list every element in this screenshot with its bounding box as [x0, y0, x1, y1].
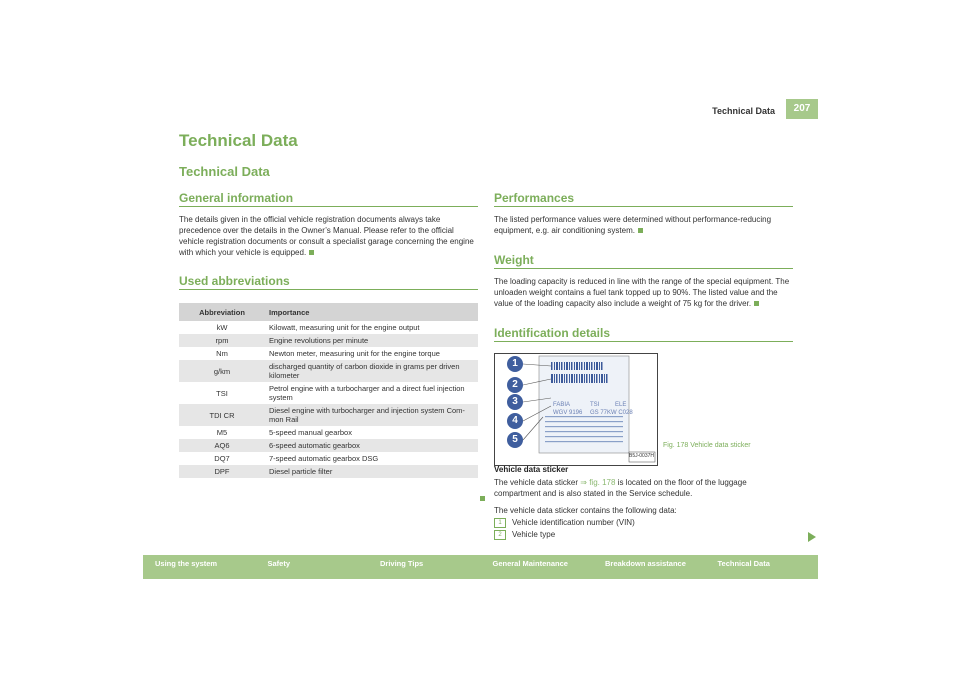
importance-cell: 7-speed automatic gearbox DSG [269, 454, 379, 463]
table-row [179, 404, 478, 426]
column-header-importance: Importance [265, 303, 478, 321]
sticker-model: FABIA [553, 402, 571, 408]
footer-tab[interactable]: Technical Data [717, 559, 770, 568]
list-item [494, 529, 635, 540]
figure-code: B5J-0037H [629, 453, 655, 459]
abbreviation-cell: M5 [216, 428, 228, 437]
footer-navigation [143, 555, 818, 579]
divider [494, 268, 793, 269]
sticker-items-list [494, 517, 635, 541]
divider [494, 206, 793, 207]
importance-cell: Newton meter, measuring unit for the engine torque [269, 349, 440, 358]
sticker-power: GS 77KW C028 [590, 410, 633, 416]
end-marker [480, 496, 485, 501]
sticker-location-text: The vehicle data sticker ⇒ fig. 178 is located on the floor of the luggage compartment and is also stated in the Service schedule. [494, 478, 747, 498]
importance-cell: Engine revolutions per minute [265, 334, 478, 347]
table-row [179, 382, 478, 404]
sticker-contains-text: The vehicle data sticker contains the following data: [494, 506, 677, 515]
performances-text: The listed performance values were determined without performance-reducing equipment, e.g. air conditioning system. [494, 215, 772, 235]
abbreviation-cell: TDI CR [179, 404, 265, 426]
callout-number: 2 [507, 377, 523, 393]
importance-cell: 5-speed manual gearbox [269, 428, 352, 437]
item-number: 2 [494, 530, 506, 540]
sticker-engine: TSI [590, 402, 600, 408]
vehicle-data-sticker-figure [494, 353, 658, 466]
figure-reference-link[interactable]: ⇒ fig. 178 [580, 478, 616, 487]
table-row [179, 321, 478, 334]
divider [179, 289, 478, 290]
page-number: 207 [786, 99, 818, 119]
callout-number: 1 [507, 356, 523, 372]
end-marker [754, 301, 759, 306]
abbreviation-cell: DQ7 [214, 454, 230, 463]
footer-tab[interactable]: Using the system [155, 559, 218, 568]
general-info-text: The details given in the official vehicle registration documents always take precedence over the details in the Owner’s Manual. Please refer to the official vehicle registration documents or consult a specialist garage concerning the engine with which your vehicle is equipped. [179, 215, 474, 257]
abbreviation-cell: Nm [216, 349, 228, 358]
table-row [179, 465, 478, 478]
end-marker [309, 250, 314, 255]
item-number: 1 [494, 518, 506, 528]
table-row [179, 452, 478, 465]
item-text: Vehicle identification number (VIN) [512, 518, 635, 527]
weight-text: The loading capacity is reduced in line with the range of the special equipment. The unloaden weight contains a fuel tank topped up to 90%. The listed value and the value of the loading capacity also include a weight of 75 kg for the driver. [494, 277, 790, 308]
table-row [179, 360, 478, 382]
divider [179, 206, 478, 207]
column-header-abbreviation: Abbreviation [179, 303, 265, 321]
callout-number: 5 [507, 432, 523, 448]
table-row [179, 347, 478, 360]
next-page-arrow-icon[interactable] [808, 532, 816, 542]
footer-tab[interactable]: General Maintenance [492, 559, 568, 568]
table-row [179, 439, 478, 452]
chapter-subtitle: Technical Data [179, 164, 270, 179]
end-marker [638, 228, 643, 233]
abbreviations-heading: Used abbreviations [179, 274, 290, 288]
identification-heading: Identification details [494, 326, 611, 340]
importance-cell: Petrol engine with a turbocharger and a direct fuel injection system [269, 384, 465, 402]
item-text: Vehicle type [512, 530, 556, 539]
importance-cell: Diesel particle filter [265, 465, 478, 478]
abbreviation-cell: AQ6 [179, 439, 265, 452]
importance-cell: discharged quantity of carbon dioxide in grams per driven kilometer [265, 360, 478, 382]
abbreviation-cell: rpm [179, 334, 265, 347]
running-header: Technical Data [712, 106, 775, 116]
importance-cell: Diesel engine with turbocharger and injection system Com-mon Rail [265, 404, 478, 426]
abbreviations-table [179, 303, 478, 478]
figure-caption: Fig. 178 Vehicle data sticker [663, 442, 751, 449]
footer-tab[interactable]: Safety [267, 559, 291, 568]
callout-number: 3 [507, 394, 523, 410]
callout-number: 4 [507, 413, 523, 429]
footer-tab[interactable]: Breakdown assistance [605, 559, 686, 568]
footer-tab[interactable]: Driving Tips [380, 559, 424, 568]
importance-cell: 6-speed automatic gearbox [265, 439, 478, 452]
sticker-code: WGV 9196 [553, 410, 583, 416]
list-item [494, 517, 635, 528]
sticker-trim: ELE [615, 402, 627, 408]
abbreviation-cell: DPF [179, 465, 265, 478]
abbreviation-cell: g/km [179, 360, 265, 382]
sticker-heading: Vehicle data sticker [494, 465, 569, 474]
abbreviation-cell: TSI [216, 388, 228, 398]
table-row [179, 426, 478, 439]
divider [494, 341, 793, 342]
importance-cell: Kilowatt, measuring unit for the engine output [269, 323, 420, 332]
weight-heading: Weight [494, 253, 534, 267]
general-info-heading: General information [179, 191, 294, 205]
abbreviation-cell: kW [216, 323, 228, 332]
page-title: Technical Data [179, 131, 298, 150]
table-row [179, 334, 478, 347]
performances-heading: Performances [494, 191, 575, 205]
